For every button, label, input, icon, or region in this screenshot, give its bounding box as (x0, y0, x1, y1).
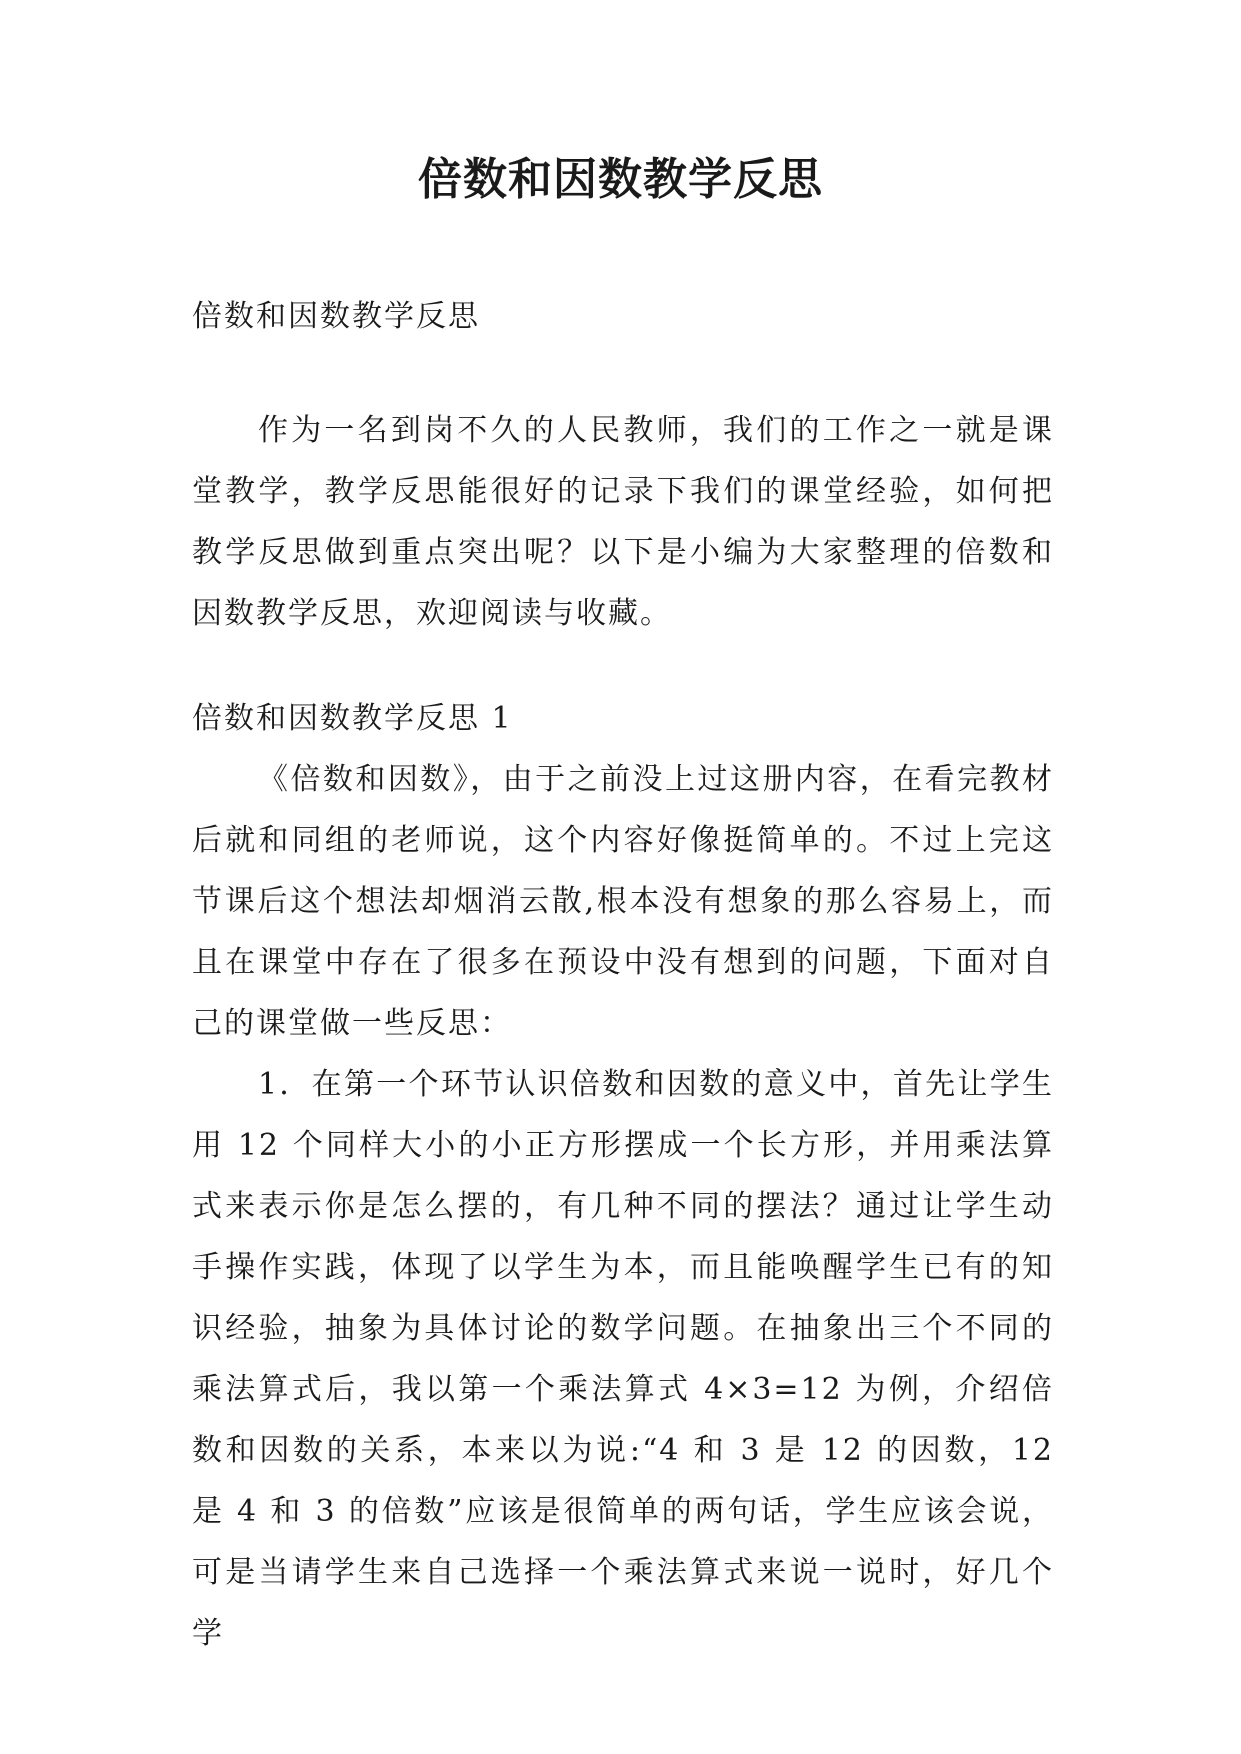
document-subtitle: 倍数和因数教学反思 (192, 299, 480, 334)
body-paragraph: 《倍数和因数》，由于之前没上过这册内容，在看完教材后就和同组的老师说，这个内容好像挺简单的。不过上完这节课后这个想法却烟消云散,根本没有想象的那么容易上，而且在课堂中存在了很多在预设中没有想到的问题，下面对自己的课堂做一些反思： (192, 762, 1054, 1041)
intro-paragraph: 作为一名到岗不久的人民教师，我们的工作之一就是课堂教学，教学反思能很好的记录下我们的课堂经验，如何把教学反思做到重点突出呢？以下是小编为大家整理的倍数和因数教学反思，欢迎阅读与收藏。 (192, 413, 1054, 631)
body-paragraph: 1．在第一个环节认识倍数和因数的意义中，首先让学生用 12 个同样大小的小正方形摆成一个长方形，并用乘法算式来表示你是怎么摆的，有几种不同的摆法？通过让学生动手操作实践，体现了以学生为本，而且能唤醒学生已有的知识经验，抽象为具体讨论的数学问题。在抽象出三个不同的乘法算式后，我以第一个乘法算式 4×3=12 为例，介绍倍数和因数的关系，本来以为说:“4 和 3 是 12 的因数，12 是 4 和 3 的倍数”应该是很简单的两句话，学生应该会说，可是当请学生来自己选择一个乘法算式来说一说时，好几个学 (192, 1067, 1054, 1651)
section-heading: 倍数和因数教学反思 1 (192, 701, 513, 736)
document-title: 倍数和因数教学反思 (418, 154, 823, 205)
